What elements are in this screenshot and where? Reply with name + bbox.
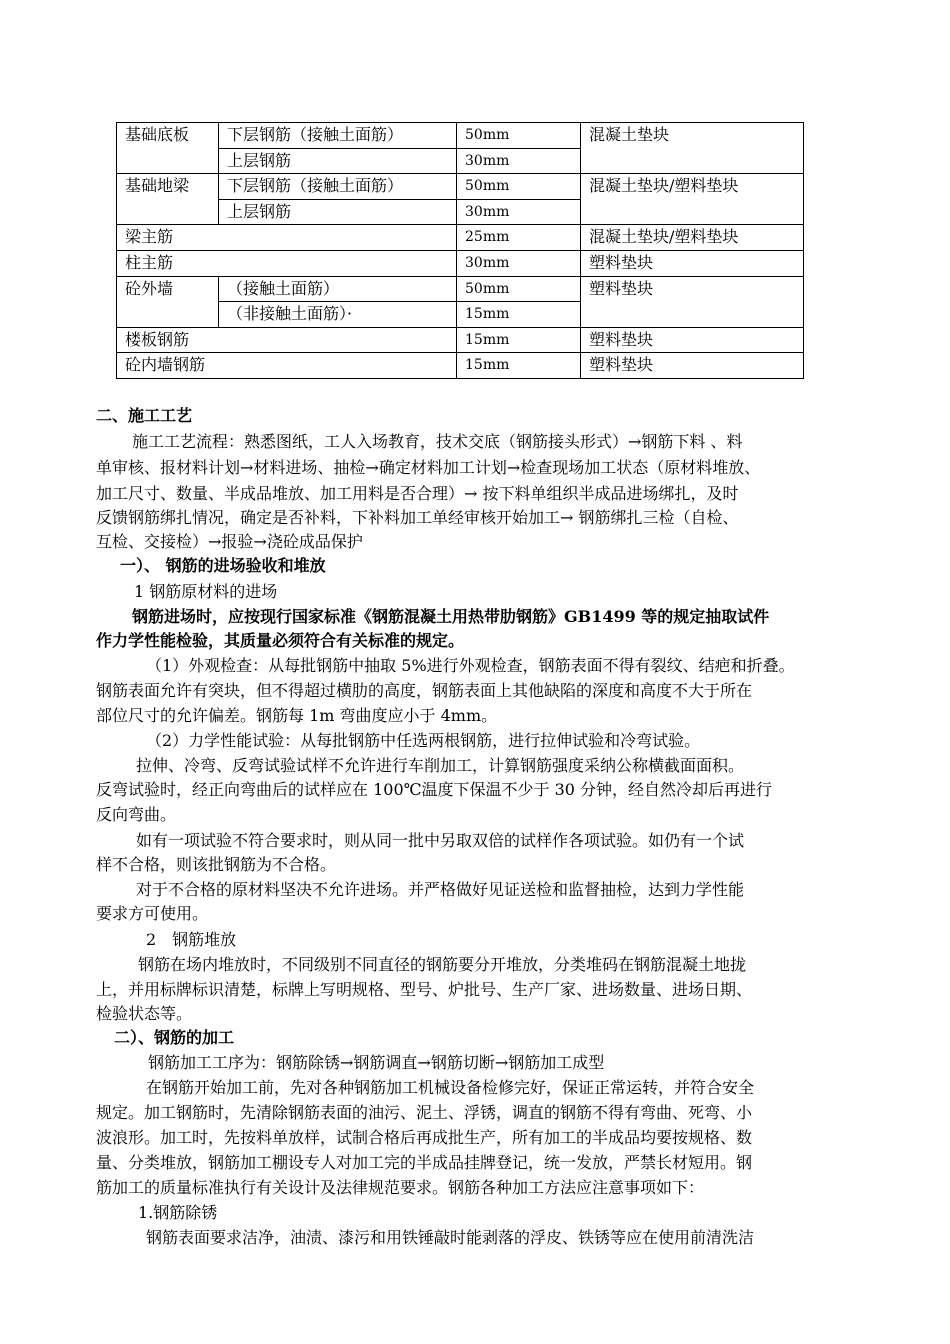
table-cell-value: 30mm — [457, 250, 581, 276]
table-cell-material: 塑料垫块 — [581, 327, 804, 353]
item-heading: 1.钢筋除锈 — [138, 1203, 218, 1222]
table-cell-value: 50mm — [457, 174, 581, 200]
table-cell-value: 15mm — [457, 302, 581, 328]
table-cell-value: 25mm — [457, 225, 581, 251]
item-heading: 1 钢筋原材料的进场 — [134, 582, 278, 601]
paragraph-line: 波浪形。加工时，先按料单放样，试制合格后再成批生产，所有加工的半成品均要按规格、数 — [96, 1128, 753, 1147]
paragraph-line: 反弯试验时，经正向弯曲后的试样应在 100℃温度下保温不少于 30 分钟，经自然冷却后再进行 — [96, 780, 773, 799]
paragraph-line: 单审核、报材料计划→材料进场、抽检→确定材料加工计划→检查现场加工状态（原材料堆放、 — [96, 458, 761, 477]
table-cell-sub: 上层钢筋 — [219, 148, 457, 174]
section-title: 二、施工工艺 — [96, 406, 193, 425]
table-cell-material: 混凝土垫块/塑料垫块 — [581, 174, 804, 225]
table-cell-sub: 上层钢筋 — [219, 199, 457, 225]
paragraph-line: 在钢筋开始加工前，先对各种钢筋加工机械设备检修完好，保证正常运转，并符合安全 — [146, 1078, 755, 1097]
paragraph-line: 样不合格，则该批钢筋为不合格。 — [96, 855, 337, 874]
table-cell-name: 基础地梁 — [117, 174, 219, 225]
bold-paragraph-line: 作力学性能检验，其质量必须符合有关标准的规定。 — [96, 631, 465, 650]
table-cell-name: 楼板钢筋 — [117, 327, 457, 353]
paragraph-line: 如有一项试验不符合要求时，则从同一批中另取双倍的试样作各项试验。如仍有一个试 — [136, 831, 745, 850]
table-row — [117, 225, 804, 251]
paragraph-line: 反向弯曲。 — [96, 805, 177, 824]
table-row — [117, 327, 804, 353]
rebar-cover-table — [116, 122, 804, 379]
table-cell-value: 50mm — [457, 123, 581, 149]
table-cell-name: 砼外墙 — [117, 276, 219, 327]
subsection-title: 一）、 钢筋的进场验收和堆放 — [120, 556, 326, 575]
paragraph-line: （1）外观检查：从每批钢筋中抽取 5%进行外观检查，钢筋表面不得有裂纹、结疤和折叠。 — [146, 656, 795, 675]
paragraph-line: 量、分类堆放，钢筋加工棚设专人对加工完的半成品挂牌登记，统一发放，严禁长材短用。钢 — [96, 1153, 753, 1172]
table-cell-name: 基础底板 — [117, 123, 219, 174]
paragraph-line: 施工工艺流程：熟悉图纸，工人入场教育，技术交底（钢筋接头形式）→钢筋下料 、料 — [132, 432, 743, 451]
table-cell-name: 柱主筋 — [117, 250, 457, 276]
paragraph-line: 钢筋加工工序为：钢筋除锈→钢筋调直→钢筋切断→钢筋加工成型 — [148, 1053, 605, 1072]
table-row — [117, 123, 804, 149]
paragraph-line: 部位尺寸的允许偏差。钢筋每 1m 弯曲度应小于 4mm。 — [96, 706, 498, 725]
table-row — [117, 276, 804, 302]
table-cell-material: 混凝土垫块/塑料垫块 — [581, 225, 804, 251]
paragraph-line: 反馈钢筋绑扎情况，确定是否补料，下补料加工单经审核开始加工→ 钢筋绑扎三检（自检、 — [96, 508, 739, 527]
table-cell-name: 梁主筋 — [117, 225, 457, 251]
paragraph-line: 对于不合格的原材料坚决不允许进场。并严格做好见证送检和监督抽检，达到力学性能 — [136, 880, 745, 899]
paragraph-line: 规定。加工钢筋时，先清除钢筋表面的油污、泥土、浮锈，调直的钢筋不得有弯曲、死弯、小 — [96, 1103, 753, 1122]
paragraph-line: 钢筋在场内堆放时，不同级别不同直径的钢筋要分开堆放，分类堆码在钢筋混凝土地拢 — [138, 955, 747, 974]
table-cell-sub: （接触土面筋） — [219, 276, 457, 302]
table-cell-material: 混凝土垫块 — [581, 123, 804, 174]
subsection-title: 二）、钢筋的加工 — [114, 1028, 235, 1047]
paragraph-line: 钢筋表面允许有突块，但不得超过横肋的高度，钢筋表面上其他缺陷的深度和高度不大于所在 — [96, 681, 753, 700]
table-cell-sub: （非接触土面筋）· — [219, 302, 457, 328]
bold-paragraph-line: 钢筋进场时，应按现行国家标准《钢筋混凝土用热带肋钢筋》GB1499 等的规定抽取试件 — [132, 607, 770, 626]
paragraph-line: 筋加工的质量标准执行有关设计及法律规范要求。钢筋各种加工方法应注意事项如下： — [96, 1178, 705, 1197]
paragraph-line: 钢筋表面要求洁净，油渍、漆污和用铁锤敲时能剥落的浮皮、铁锈等应在使用前清洗洁 — [146, 1228, 755, 1247]
table-row — [117, 174, 804, 200]
paragraph-line: （2）力学性能试验：从每批钢筋中任选两根钢筋，进行拉伸试验和冷弯试验。 — [146, 731, 701, 750]
table-cell-value: 30mm — [457, 148, 581, 174]
paragraph-line: 拉伸、冷弯、反弯试验试样不允许进行车削加工，计算钢筋强度采纳公称横截面面积。 — [136, 756, 745, 775]
table-cell-value: 15mm — [457, 353, 581, 379]
table-cell-name: 砼内墙钢筋 — [117, 353, 457, 379]
paragraph-line: 上，并用标牌标识清楚，标牌上写明规格、型号、炉批号、生产厂家、进场数量、进场日期、 — [96, 980, 753, 999]
table-row — [117, 250, 804, 276]
paragraph-line: 互检、交接检）→报验→浇砼成品保护 — [96, 532, 363, 551]
table-cell-material: 塑料垫块 — [581, 250, 804, 276]
paragraph-line: 要求方可使用。 — [96, 904, 209, 923]
table-cell-material: 塑料垫块 — [581, 353, 804, 379]
table-cell-value: 50mm — [457, 276, 581, 302]
item-heading: 2 钢筋堆放 — [146, 930, 237, 949]
table-cell-value: 15mm — [457, 327, 581, 353]
paragraph-line: 检验状态等。 — [96, 1004, 193, 1023]
paragraph-line: 加工尺寸、数量、半成品堆放、加工用料是否合理）→ 按下料单组织半成品进场绑扎，及时 — [96, 484, 739, 503]
table-cell-material: 塑料垫块 — [581, 276, 804, 327]
table-cell-sub: 下层钢筋（接触土面筋） — [219, 174, 457, 200]
table-cell-value: 30mm — [457, 199, 581, 225]
table-cell-sub: 下层钢筋（接触土面筋） — [219, 123, 457, 149]
table-row — [117, 353, 804, 379]
